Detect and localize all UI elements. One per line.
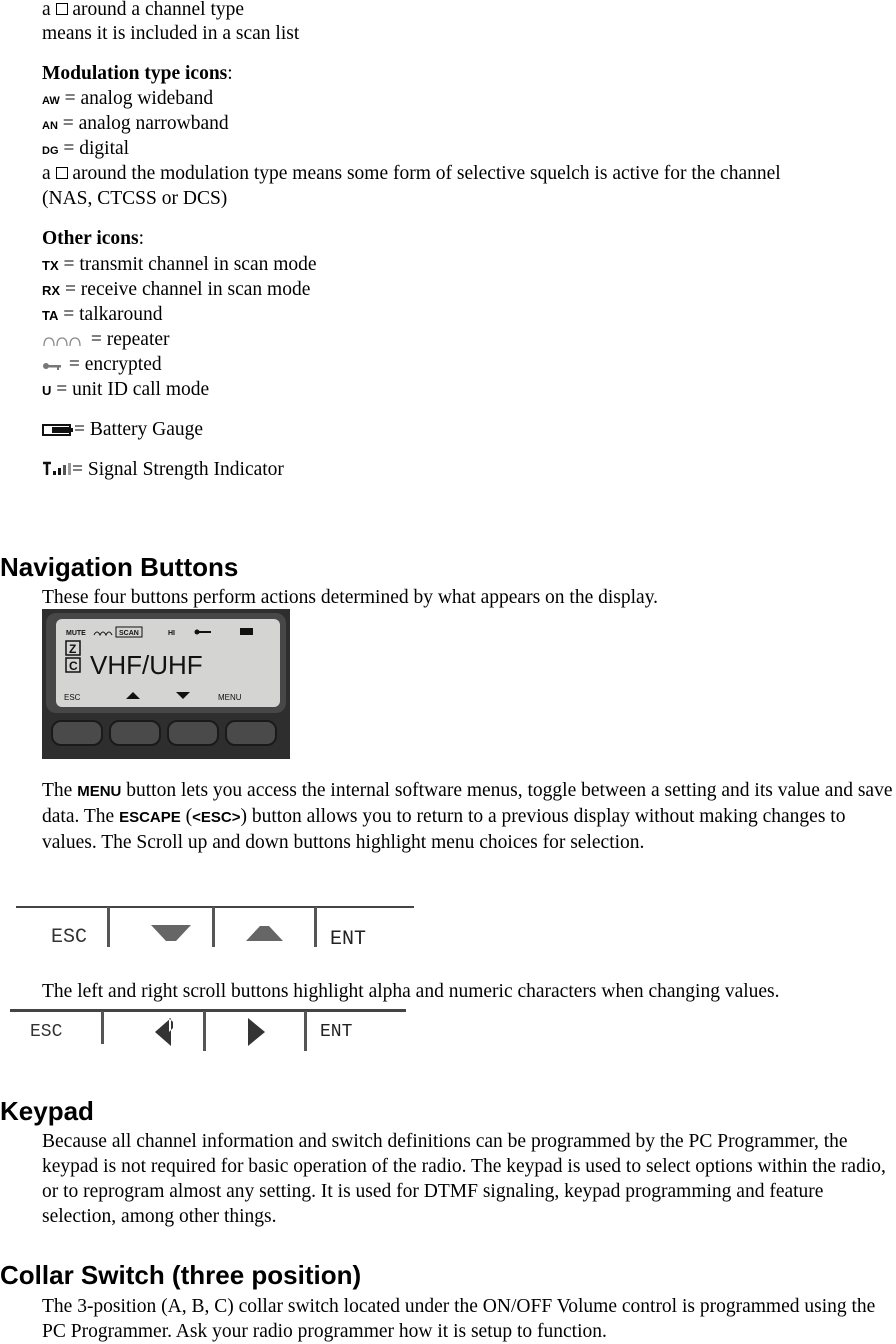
other-battery bbox=[42, 417, 203, 442]
text: ) button allows you to return to a previous display without making changes to values. The Scroll up and down buttons highlight menu choices for selection. bbox=[42, 806, 846, 853]
other-unit-id bbox=[42, 377, 209, 403]
status-mute-label: MUTE bbox=[66, 630, 86, 637]
aw-code: AW bbox=[42, 95, 60, 107]
text-a: a bbox=[42, 163, 51, 184]
tx-code: TX bbox=[42, 258, 59, 273]
status-hi-label: HI bbox=[168, 630, 175, 637]
modulation-an bbox=[42, 111, 229, 139]
menu-keyword: MENU bbox=[77, 783, 122, 800]
aw-text: = analog wideband bbox=[64, 88, 214, 109]
tx-text: = transmit channel in scan mode bbox=[63, 254, 317, 275]
dg-code: DG bbox=[42, 145, 59, 157]
ta-text: = talkaround bbox=[63, 304, 163, 325]
keypad-paragraph: Because all channel information and switch definitions can be programmed by the PC Programmer, the keypad is not required for basic operation of the radio. The keypad is used to select options within the radio, or to reprogram almost any setting. It is used for DTMF signaling, keypad programming and feature selection, among other things. bbox=[42, 1131, 886, 1227]
modulation-aw bbox=[42, 86, 213, 114]
zone-badge-label: Z bbox=[69, 642, 77, 656]
colon: : bbox=[227, 63, 233, 84]
scroll-left-icon bbox=[155, 1018, 173, 1046]
esc-label: ESC bbox=[30, 1022, 63, 1042]
repeater-icon bbox=[42, 335, 86, 347]
navigation-intro: These four buttons perform actions determined by what appears on the display. bbox=[42, 587, 659, 608]
keypad-heading: Keypad bbox=[0, 1096, 94, 1126]
radio-softkey-button bbox=[52, 721, 102, 745]
navigation-paragraph bbox=[42, 778, 894, 855]
esc-keyword: <ESC> bbox=[192, 809, 241, 826]
modulation-dg bbox=[42, 136, 129, 164]
encrypted-text: = encrypted bbox=[68, 354, 162, 375]
repeater-text: = repeater bbox=[90, 329, 170, 350]
other-tx bbox=[42, 252, 317, 278]
other-heading bbox=[42, 226, 144, 251]
squelch-desc: around the modulation type means some form of selective squelch is active for the channel bbox=[72, 163, 781, 184]
scan-list-line-1 bbox=[42, 0, 244, 22]
text: ( bbox=[185, 806, 193, 827]
radio-display-image bbox=[42, 609, 290, 759]
ent-label: ENT bbox=[330, 928, 367, 951]
other-ta bbox=[42, 302, 163, 328]
signal-strength-icon bbox=[42, 461, 72, 477]
modulation-heading bbox=[42, 61, 233, 86]
other-heading-text: Other icons bbox=[42, 228, 139, 249]
other-rx bbox=[42, 277, 310, 303]
battery-gauge-icon bbox=[240, 628, 253, 635]
text-a: a bbox=[42, 0, 51, 20]
rx-text: = receive channel in scan mode bbox=[64, 279, 311, 300]
scan-list-line-2: means it is included in a scan list bbox=[42, 23, 300, 44]
collar-heading: Collar Switch (three position) bbox=[0, 1260, 362, 1290]
scroll-up-icon bbox=[246, 926, 283, 941]
dg-text: = digital bbox=[63, 138, 130, 159]
an-text: = analog narrowband bbox=[62, 113, 229, 134]
softkey-esc-label: ESC bbox=[64, 693, 81, 702]
colon: : bbox=[138, 228, 145, 249]
u-code: U bbox=[42, 383, 52, 398]
esc-label: ESC bbox=[51, 926, 88, 949]
navigation-heading: Navigation Buttons bbox=[0, 552, 239, 582]
escape-keyword: ESCAPE bbox=[119, 809, 181, 826]
radio-softkey-button bbox=[110, 721, 160, 745]
left-right-text: The left and right scroll buttons highlight alpha and numeric characters when changing values. bbox=[42, 981, 780, 1002]
ta-code: TA bbox=[42, 308, 59, 323]
rx-code: RX bbox=[42, 283, 61, 298]
battery-text: = Battery Gauge bbox=[74, 419, 204, 440]
softkey-bar-leftright bbox=[10, 1006, 410, 1056]
scan-list-desc: around a channel type bbox=[72, 0, 245, 20]
key-icon bbox=[42, 360, 64, 372]
scroll-right-icon bbox=[248, 1018, 265, 1046]
u-text: = unit ID call mode bbox=[56, 379, 210, 400]
squelch-line-1 bbox=[42, 161, 781, 186]
other-encrypted bbox=[42, 352, 162, 377]
channel-name-label: VHF/UHF bbox=[90, 650, 203, 680]
radio-softkey-button bbox=[168, 721, 218, 745]
box-glyph-icon bbox=[56, 3, 68, 15]
modulation-heading-text: Modulation type icons bbox=[42, 63, 228, 84]
collar-paragraph: The 3-position (A, B, C) collar switch located under the ON/OFF Volume control is programmed using the PC Programmer. Ask your radio programmer how it is setup to function. bbox=[42, 1296, 876, 1342]
scroll-down-icon bbox=[151, 925, 191, 941]
radio-softkey-button bbox=[226, 721, 276, 745]
an-code: AN bbox=[42, 120, 58, 132]
ent-label: ENT bbox=[320, 1022, 353, 1042]
text: The bbox=[42, 780, 73, 801]
other-signal bbox=[42, 457, 284, 482]
box-glyph-icon bbox=[56, 167, 68, 179]
other-repeater bbox=[42, 327, 170, 352]
softkey-bar-updown bbox=[16, 903, 416, 953]
text: button lets you access the internal software menus, toggle between a setting and its value and save data. The bbox=[42, 780, 893, 827]
squelch-line-2: (NAS, CTCSS or DCS) bbox=[42, 188, 228, 209]
status-scan-label: SCAN bbox=[119, 630, 139, 637]
channel-badge-label: C bbox=[69, 659, 78, 673]
battery-gauge-icon bbox=[42, 423, 74, 437]
signal-text: = Signal Strength Indicator bbox=[72, 459, 284, 480]
softkey-menu-label: MENU bbox=[218, 693, 242, 702]
